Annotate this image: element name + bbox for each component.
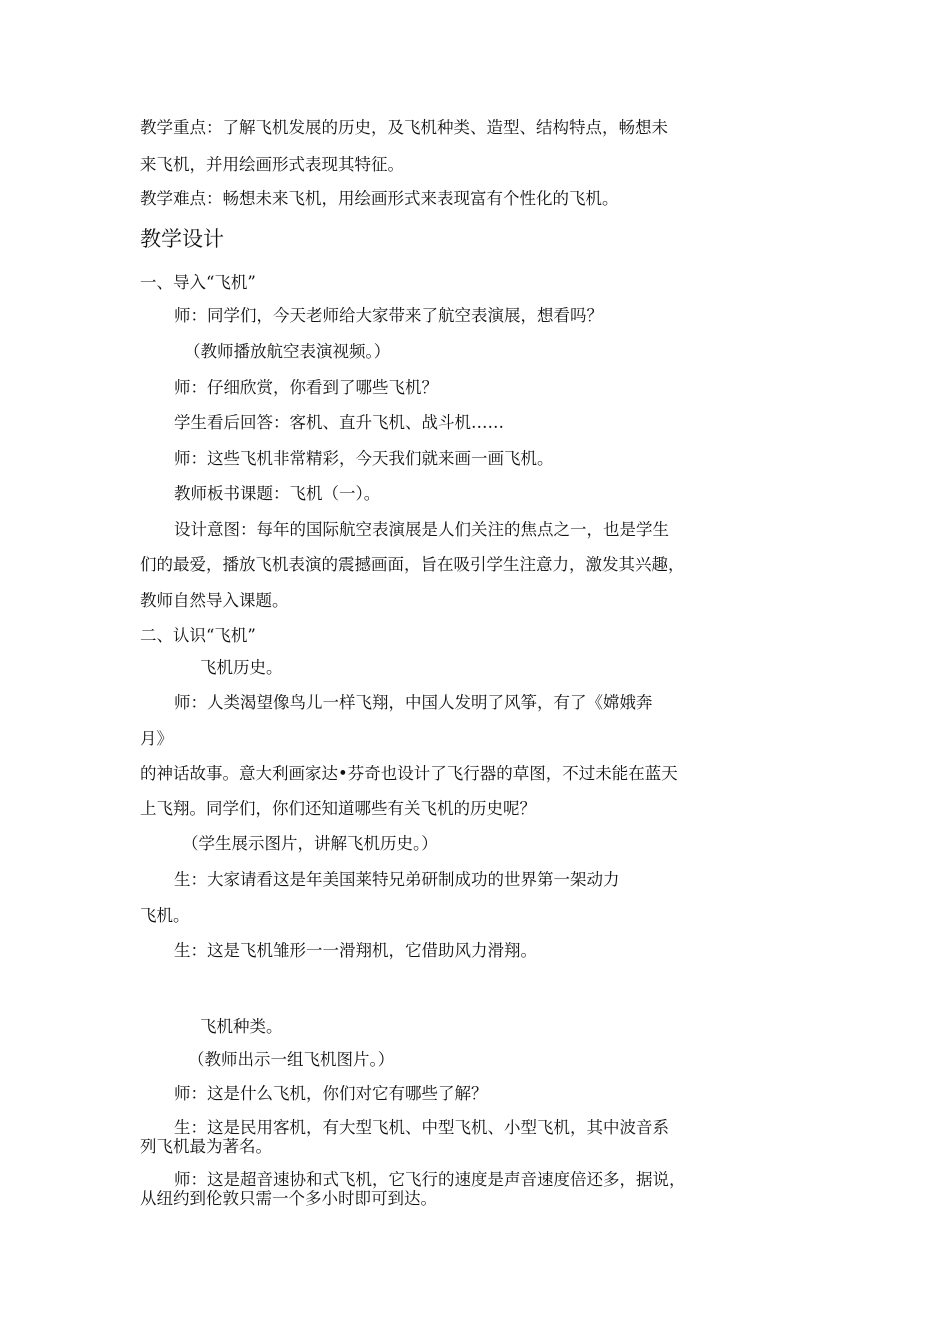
paragraph-line: 学生看后回答：客机、直升飞机、战斗机……: [174, 413, 504, 432]
paragraph-line: （学生展示图片，讲解飞机历史。）: [182, 834, 438, 853]
paragraph-line: 生：这是飞机雏形一一滑翔机，它借助风力滑翔。: [174, 941, 537, 960]
paragraph-line: 月》: [140, 729, 173, 748]
subheading: 飞机种类。: [200, 1017, 283, 1036]
paragraph-line: 设计意图：每年的国际航空表演展是人们关注的焦点之一，也是学生: [174, 520, 669, 539]
subheading: 飞机历史。: [200, 658, 283, 677]
paragraph-line: （教师出示一组飞机图片。）: [188, 1050, 395, 1069]
key-point-line-1: 教学重点：了解飞机发展的历史，及飞机种类、造型、结构特点，畅想未: [140, 118, 668, 137]
paragraph-line: 们的最爱，播放飞机表演的震撼画面，旨在吸引学生注意力，激发其兴趣，: [140, 555, 685, 574]
paragraph-line: （教师播放航空表演视频。）: [184, 342, 391, 361]
part-two-heading: 二、认识“飞机”: [140, 626, 256, 645]
paragraph-line: 师：人类渴望像鸟儿一样飞翔，中国人发明了风筝，有了《嫦娥奔: [174, 693, 653, 712]
paragraph-line: 师：这些飞机非常精彩，今天我们就来画一画飞机。: [174, 449, 554, 468]
paragraph-line: 飞机。: [140, 906, 190, 925]
part-one-heading: 一、导入“飞机”: [140, 273, 256, 292]
paragraph-line: 师：仔细欣赏，你看到了哪些飞机？: [174, 378, 438, 397]
paragraph-line: 师：这是超音速协和式飞机，它飞行的速度是声音速度倍还多，据说，: [174, 1170, 686, 1189]
paragraph-line: 的神话故事。意大利画家达•芬奇也设计了飞行器的草图，不过未能在蓝天: [140, 764, 678, 783]
paragraph-line: 生：大家请看这是年美国莱特兄弟研制成功的世界第一架动力: [174, 870, 620, 889]
paragraph-line: 师：同学们，今天老师给大家带来了航空表演展，想看吗？: [174, 306, 603, 325]
section-heading: 教学设计: [140, 227, 224, 251]
paragraph-line: 从纽约到伦敦只需一个多小时即可到达。: [140, 1189, 437, 1208]
paragraph-line: 生：这是民用客机，有大型飞机、中型飞机、小型飞机，其中波音系: [174, 1118, 669, 1137]
difficulty-line: 教学难点：畅想未来飞机，用绘画形式来表现富有个性化的飞机。: [140, 189, 619, 208]
paragraph-line: 列飞机最为著名。: [140, 1137, 272, 1156]
paragraph-line: 师：这是什么飞机，你们对它有哪些了解？: [174, 1084, 488, 1103]
paragraph-line: 教师板书课题：飞机（一）。: [174, 484, 381, 503]
paragraph-line: 上飞翔。同学们，你们还知道哪些有关飞机的历史呢？: [140, 799, 536, 818]
paragraph-line: 教师自然导入课题。: [140, 591, 289, 610]
key-point-line-2: 来飞机，并用绘画形式表现其特征。: [140, 155, 404, 174]
